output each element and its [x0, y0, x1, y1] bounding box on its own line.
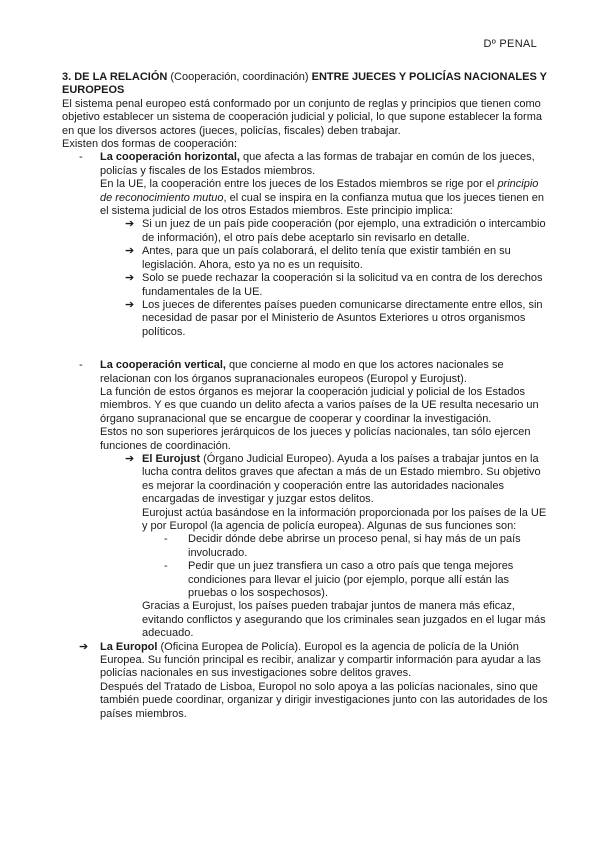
title-bold-part-2: ENTRE JUECES Y POLICÍAS NACIONALES Y EUROPEOS — [62, 71, 547, 97]
eurojust-item — [125, 453, 550, 641]
arrow-icon: ➔ — [125, 298, 135, 311]
eurojust-list — [100, 453, 550, 641]
list-item: ➔ Los jueces de diferentes países pueden comunicarse directamente entre ellos, sin necesidad de pasar por el Ministerio de Asuntos Exteriores u otros organismos políticos. — [125, 298, 543, 338]
dash-bullet: - — [79, 359, 83, 372]
europol-label: La Europol — [100, 640, 158, 653]
forms-intro: Existen dos formas de cooperación: — [62, 138, 237, 151]
arrow-icon: ➔ — [125, 245, 135, 258]
list-item: ➔ Antes, para que un país colaborará, el delito tenía que existir también en su legislación. Ahora, esto ya no es un requisito. — [125, 245, 511, 271]
dash-bullet: - — [164, 533, 168, 546]
eurojust-closing: Gracias a Eurojust, los países pueden trabajar juntos de manera más eficaz, evitando conflictos y asegurando que los criminales sean juzgados en el lugar más adecuado. — [142, 600, 546, 640]
subject-header: Dº PENAL — [483, 38, 537, 50]
list-item: ➔ Si un juez de un país pide cooperación (por ejemplo, una extradición o intercambio de información), el otro país debe aceptarlo sin revisarlo en detalle. — [125, 218, 546, 244]
document-body — [62, 71, 550, 721]
horizontal-text: que afecta a las formas de trabajar en común de los jueces, policías y fiscales de los Estados miembros. — [100, 151, 535, 177]
title-bold-part-1: 3. DE LA RELACIÓN — [62, 71, 171, 83]
vertical-paragraph-3: Estos no son superiores jerárquicos de los jueces y policías nacionales, tan sólo ejercen funciones de coordinación. — [100, 426, 531, 452]
vertical-label: La cooperación vertical, — [100, 359, 226, 372]
dash-bullet: - — [79, 151, 83, 164]
arrow-icon: ➔ — [125, 452, 135, 465]
title-normal-part: (Cooperación, coordinación) — [170, 71, 312, 83]
mutual-recognition-term: principio de reconocimiento mutuo — [100, 178, 539, 204]
vertical-paragraph-2: La función de estos órganos es mejorar la cooperación judicial y policial de los Estados miembros. Y es que cuando un delito afecta a varios países de la UE resulta necesario un órgano supranacional que se encargue de cooperar y coordinar la investigación. — [100, 385, 539, 425]
horizontal-points-list — [100, 218, 550, 339]
horizontal-paragraph-2: En la UE, la cooperación entre los jueces de los Estados miembros se rige por el principio de reconocimiento mutuo, el cual se inspira en la confianza mutua que los jueces tienen en el sistema judicial de los otros Estados miembros. Este principio implica: — [100, 178, 544, 218]
europol-text: (Oficina Europea de Policía). Europol es la agencia de policía de la Unión Europea. Su función principal es recibir, analizar y compartir información para ayudar a las policías nacionales en sus investigaciones sobre delitos graves. — [100, 640, 541, 680]
list-item: - Pedir que un juez transfiera un caso a otro país que tenga mejores condiciones para llevar el juicio (por ejemplo, porque allí están las pruebas o los sospechosos). — [164, 560, 514, 600]
eurojust-text: (Órgano Judicial Europeo). Ayuda a los países a trabajar juntos en la lucha contra delitos graves que afectan a más de un Estado miembro. Su objetivo es mejorar la coordinación y cooperación entre las autoridades nacionales encargadas de investigar y juzgar estos delitos. — [142, 452, 541, 506]
europol-paragraph-2: Después del Tratado de Lisboa, Europol no solo apoya a las policías nacionales, sino que también puede coordinar, organizar y dirigir investigaciones junto con las autoridades de los países miembros. — [100, 680, 548, 720]
eurojust-paragraph-2: Eurojust actúa basándose en la información proporcionada por los países de la UE y por Europol (la agencia de policía europea). Algunas de sus funciones son: — [142, 506, 547, 532]
section-title — [62, 71, 550, 98]
eurojust-functions-list — [142, 533, 550, 600]
arrow-icon: ➔ — [79, 640, 89, 653]
horizontal-label: La cooperación horizontal, — [100, 151, 240, 164]
list-item: - Decidir dónde debe abrirse un proceso penal, si hay más de un país involucrado. — [164, 533, 521, 559]
vertical-text: que concierne al modo en que los actores nacionales se relacionan con los órganos supranacionales europeos (Europol y Eurojust). — [100, 359, 504, 385]
horizontal-cooperation-item — [62, 151, 550, 339]
arrow-icon: ➔ — [125, 218, 135, 231]
europol-item — [62, 641, 550, 721]
arrow-icon: ➔ — [125, 272, 135, 285]
vertical-cooperation-item — [62, 359, 550, 641]
intro-paragraph: El sistema penal europeo está conformado por un conjunto de reglas y principios que tienen como objetivo establecer un sistema de cooperación judicial y policial, lo que supone establecer la forma en que los diversos actores (jueces, policías, fiscales) deben trabajar. — [62, 97, 542, 137]
eurojust-label: El Eurojust — [142, 452, 201, 465]
dash-bullet: - — [164, 560, 168, 573]
list-item: ➔ Solo se puede rechazar la cooperación si la solicitud va en contra de los derechos fundamentales de la UE. — [125, 272, 543, 298]
